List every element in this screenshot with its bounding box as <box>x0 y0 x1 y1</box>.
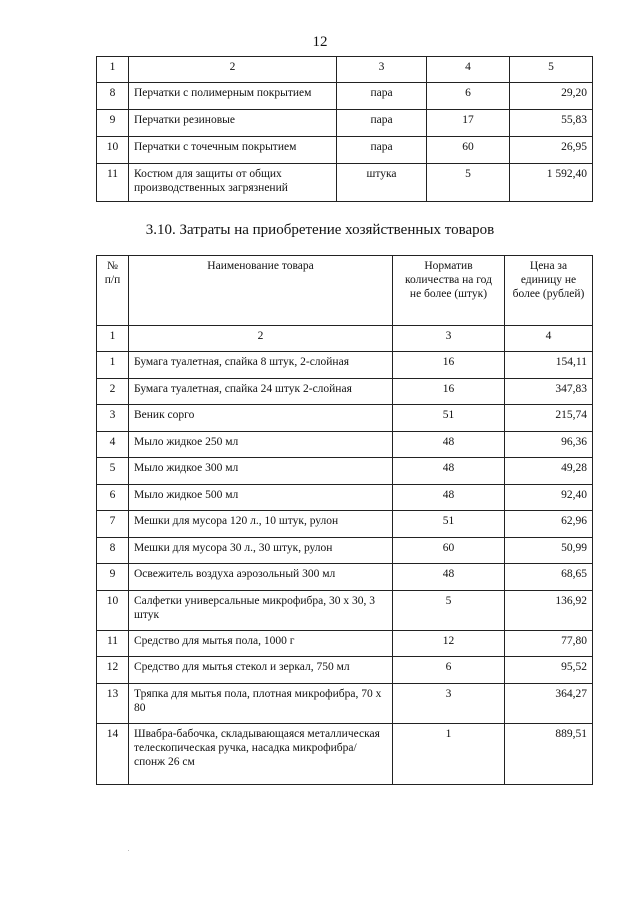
table-row <box>97 378 593 405</box>
table-row <box>97 484 593 511</box>
item-price: 889,51 <box>505 723 593 784</box>
table-row <box>97 683 593 723</box>
table-row <box>97 405 593 432</box>
table-row <box>97 352 593 379</box>
row-number: 14 <box>97 723 129 784</box>
item-name: Салфетки универсальные микрофибра, 30 х 30, 3 штук <box>129 590 393 630</box>
row-number: 8 <box>97 83 129 110</box>
item-norm: 48 <box>393 431 505 458</box>
item-norm: 51 <box>393 511 505 538</box>
column-numbers-row <box>97 326 593 352</box>
header-number: № п/п <box>97 256 129 326</box>
col-number-cell: 4 <box>427 57 510 83</box>
row-number: 9 <box>97 564 129 591</box>
table-header-row <box>97 57 593 83</box>
row-number: 12 <box>97 657 129 684</box>
table-row <box>97 630 593 657</box>
table-row <box>97 590 593 630</box>
table-row <box>97 137 593 164</box>
col-number-cell: 3 <box>337 57 427 83</box>
item-norm: 48 <box>393 458 505 485</box>
row-number: 7 <box>97 511 129 538</box>
table-row <box>97 431 593 458</box>
item-name: Бумага туалетная, спайка 8 штук, 2-слойная <box>129 352 393 379</box>
scan-speck <box>128 850 129 851</box>
item-name: Костюм для защиты от общих производственных загрязнений <box>129 164 337 202</box>
row-number: 10 <box>97 137 129 164</box>
col-number-cell: 1 <box>97 57 129 83</box>
item-price: 49,28 <box>505 458 593 485</box>
item-norm: 12 <box>393 630 505 657</box>
row-number: 2 <box>97 378 129 405</box>
table-row <box>97 83 593 110</box>
household-goods-table <box>96 255 593 785</box>
item-norm: 16 <box>393 352 505 379</box>
item-name: Мыло жидкое 250 мл <box>129 431 393 458</box>
item-name: Швабра-бабочка, складывающаяся металлическая телескопическая ручка, насадка микрофибра/спонж 26 см <box>129 723 393 784</box>
header-price: Цена за единицу не более (рублей) <box>505 256 593 326</box>
table-row <box>97 458 593 485</box>
item-unit: пара <box>337 83 427 110</box>
item-name: Средство для мытья стекол и зеркал, 750 мл <box>129 657 393 684</box>
item-quantity: 60 <box>427 137 510 164</box>
item-norm: 60 <box>393 537 505 564</box>
table-row <box>97 537 593 564</box>
table-row <box>97 723 593 784</box>
item-name: Тряпка для мытья пола, плотная микрофибра, 70 х 80 <box>129 683 393 723</box>
col-number-cell: 5 <box>510 57 593 83</box>
item-unit: пара <box>337 137 427 164</box>
item-quantity: 17 <box>427 110 510 137</box>
row-number: 6 <box>97 484 129 511</box>
item-name: Мешки для мусора 30 л., 30 штук, рулон <box>129 537 393 564</box>
item-norm: 6 <box>393 657 505 684</box>
item-price: 77,80 <box>505 630 593 657</box>
item-name: Средство для мытья пола, 1000 г <box>129 630 393 657</box>
item-name: Перчатки с полимерным покрытием <box>129 83 337 110</box>
table-row <box>97 511 593 538</box>
item-price: 29,20 <box>510 83 593 110</box>
row-number: 4 <box>97 431 129 458</box>
item-price: 96,36 <box>505 431 593 458</box>
section-title: 3.10. Затраты на приобретение хозяйственных товаров <box>145 222 495 238</box>
row-number: 3 <box>97 405 129 432</box>
table-header-row <box>97 256 593 326</box>
item-price: 50,99 <box>505 537 593 564</box>
table-row <box>97 657 593 684</box>
item-price: 95,52 <box>505 657 593 684</box>
item-name: Мыло жидкое 500 мл <box>129 484 393 511</box>
row-number: 13 <box>97 683 129 723</box>
item-price: 68,65 <box>505 564 593 591</box>
col-number-cell: 1 <box>97 326 129 352</box>
row-number: 9 <box>97 110 129 137</box>
col-number-cell: 3 <box>393 326 505 352</box>
item-price: 92,40 <box>505 484 593 511</box>
table-row <box>97 164 593 202</box>
item-price: 347,83 <box>505 378 593 405</box>
item-norm: 3 <box>393 683 505 723</box>
table-row <box>97 110 593 137</box>
page-number: 12 <box>312 34 328 50</box>
col-number-cell: 2 <box>129 57 337 83</box>
col-number-cell: 2 <box>129 326 393 352</box>
item-price: 26,95 <box>510 137 593 164</box>
item-name: Мешки для мусора 120 л., 10 штук, рулон <box>129 511 393 538</box>
item-norm: 51 <box>393 405 505 432</box>
table-row <box>97 564 593 591</box>
row-number: 8 <box>97 537 129 564</box>
row-number: 5 <box>97 458 129 485</box>
item-price: 55,83 <box>510 110 593 137</box>
item-price: 215,74 <box>505 405 593 432</box>
item-name: Веник сорго <box>129 405 393 432</box>
item-name: Мыло жидкое 300 мл <box>129 458 393 485</box>
item-norm: 5 <box>393 590 505 630</box>
item-norm: 48 <box>393 564 505 591</box>
header-name: Наименование товара <box>129 256 393 326</box>
item-quantity: 5 <box>427 164 510 202</box>
item-price: 1 592,40 <box>510 164 593 202</box>
item-norm: 16 <box>393 378 505 405</box>
row-number: 1 <box>97 352 129 379</box>
row-number: 10 <box>97 590 129 630</box>
item-unit: пара <box>337 110 427 137</box>
item-name: Перчатки с точечным покрытием <box>129 137 337 164</box>
col-number-cell: 4 <box>505 326 593 352</box>
item-unit: штука <box>337 164 427 202</box>
row-number: 11 <box>97 630 129 657</box>
continued-table <box>96 56 593 202</box>
item-price: 154,11 <box>505 352 593 379</box>
item-norm: 1 <box>393 723 505 784</box>
item-name: Освежитель воздуха аэрозольный 300 мл <box>129 564 393 591</box>
item-name: Перчатки резиновые <box>129 110 337 137</box>
header-norm: Норматив количества на год не более (штук) <box>393 256 505 326</box>
item-quantity: 6 <box>427 83 510 110</box>
item-price: 136,92 <box>505 590 593 630</box>
item-price: 364,27 <box>505 683 593 723</box>
item-price: 62,96 <box>505 511 593 538</box>
row-number: 11 <box>97 164 129 202</box>
item-name: Бумага туалетная, спайка 24 штук 2-слойная <box>129 378 393 405</box>
item-norm: 48 <box>393 484 505 511</box>
